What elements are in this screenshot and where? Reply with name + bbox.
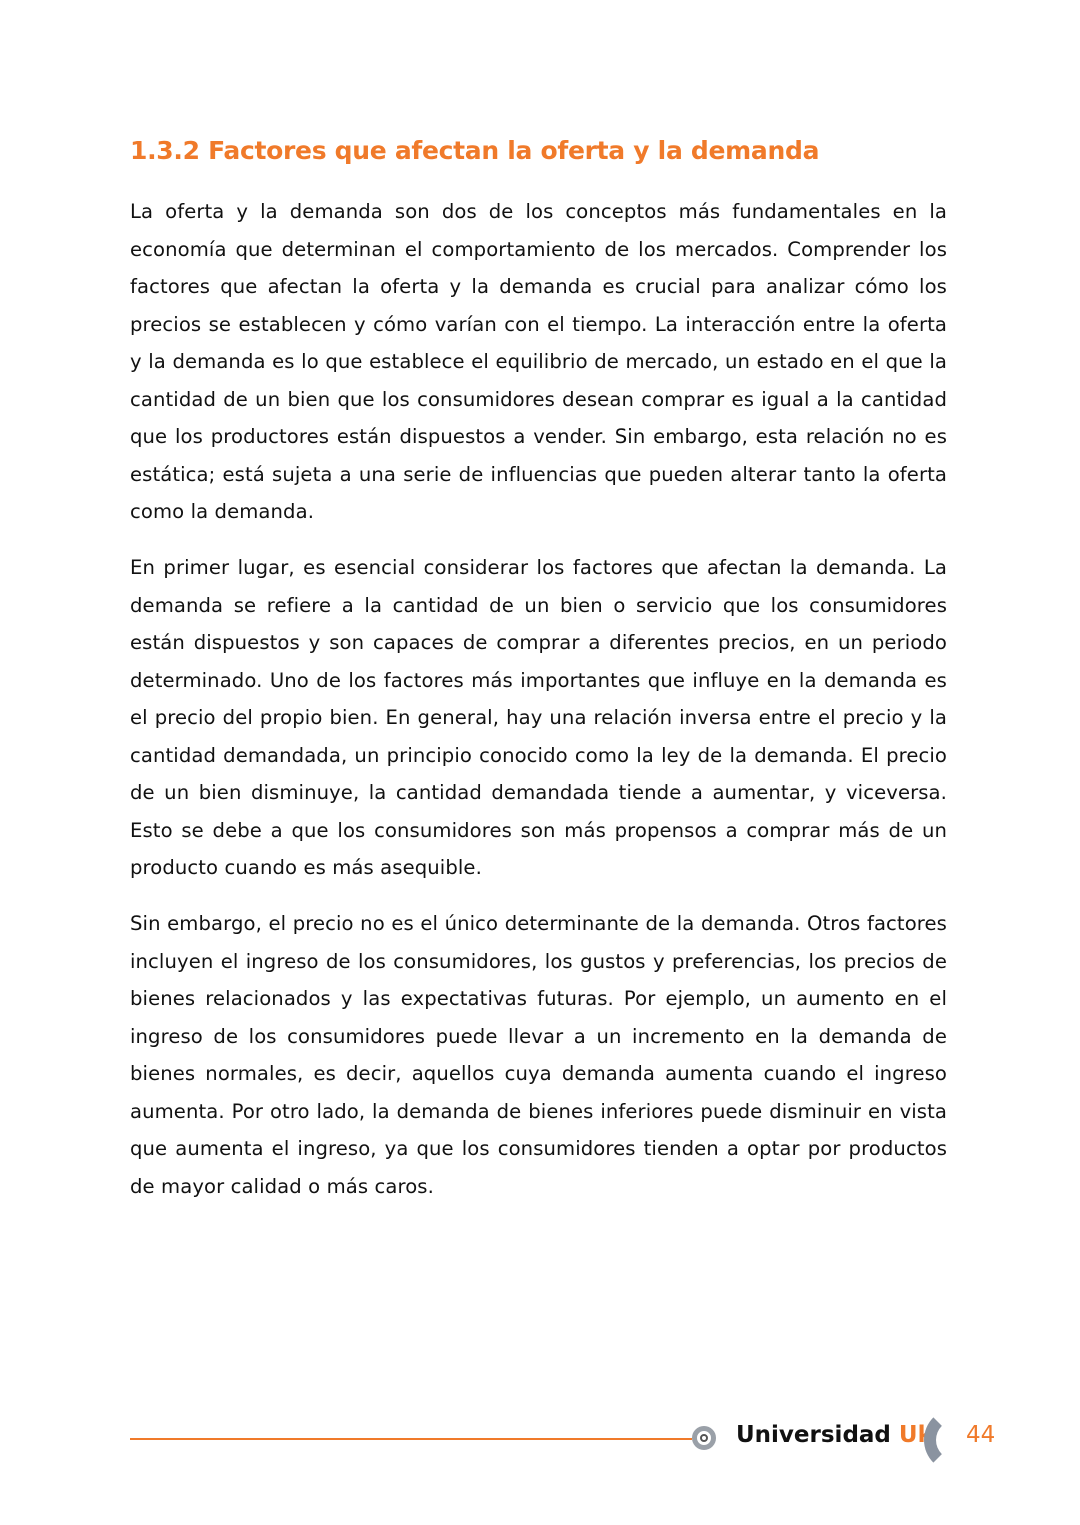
section-heading: 1.3.2 Factores que afectan la oferta y la demanda (130, 136, 820, 165)
section-body (130, 193, 947, 1224)
circle-target-icon (692, 1426, 716, 1450)
brand-accent: Uk (898, 1422, 933, 1448)
paragraph: En primer lugar, es esencial considerar los factores que afectan la demanda. La demanda se refiere a la cantidad de un bien o servicio que los consumidores están dispuestos y son capaces de comprar a diferentes precios, en un periodo determinado. Uno de los factores más importantes que influye en la demanda es el precio del propio bien. En general, hay una relación inversa entre el precio y la cantidad demandada, un principio conocido como la ley de la demanda. El precio de un bien disminuye, la cantidad demandada tiende a aumentar, y viceversa. Esto se debe a que los consumidores son más propensos a comprar más de un producto cuando es más asequible. (130, 556, 947, 879)
paragraph: Sin embargo, el precio no es el único determinante de la demanda. Otros factores incluyen el ingreso de los consumidores, los gustos y preferencias, los precios de bienes relacionados y las expectativas futuras. Por ejemplo, un aumento en el ingreso de los consumidores puede llevar a un incremento en la demanda de bienes normales, es decir, aquellos cuya demanda aumenta cuando el ingreso aumenta. Por otro lado, la demanda de bienes inferiores puede disminuir en vista que aumenta el ingreso, ya que los consumidores tienden a optar por productos de mayor calidad o más caros. (130, 912, 947, 1198)
paragraph: La oferta y la demanda son dos de los conceptos más fundamentales en la economía que determinan el comportamiento de los mercados. Comprender los factores que afectan la oferta y la demanda es crucial para analizar cómo los precios se establecen y cómo varían con el tiempo. La interacción entre la oferta y la demanda es lo que establece el equilibrio de mercado, un estado en el que la cantidad de un bien que los consumidores desean comprar es igual a la cantidad que los productores están dispuestos a vender. Sin embargo, esta relación no es estática; está sujeta a una serie de influencias que pueden alterar tanto la oferta como la demanda. (130, 200, 947, 523)
brand-name: Universidad (736, 1422, 891, 1448)
brand-logo (736, 1422, 933, 1448)
page-number: 44 (966, 1422, 996, 1448)
footer-divider (130, 1438, 692, 1440)
